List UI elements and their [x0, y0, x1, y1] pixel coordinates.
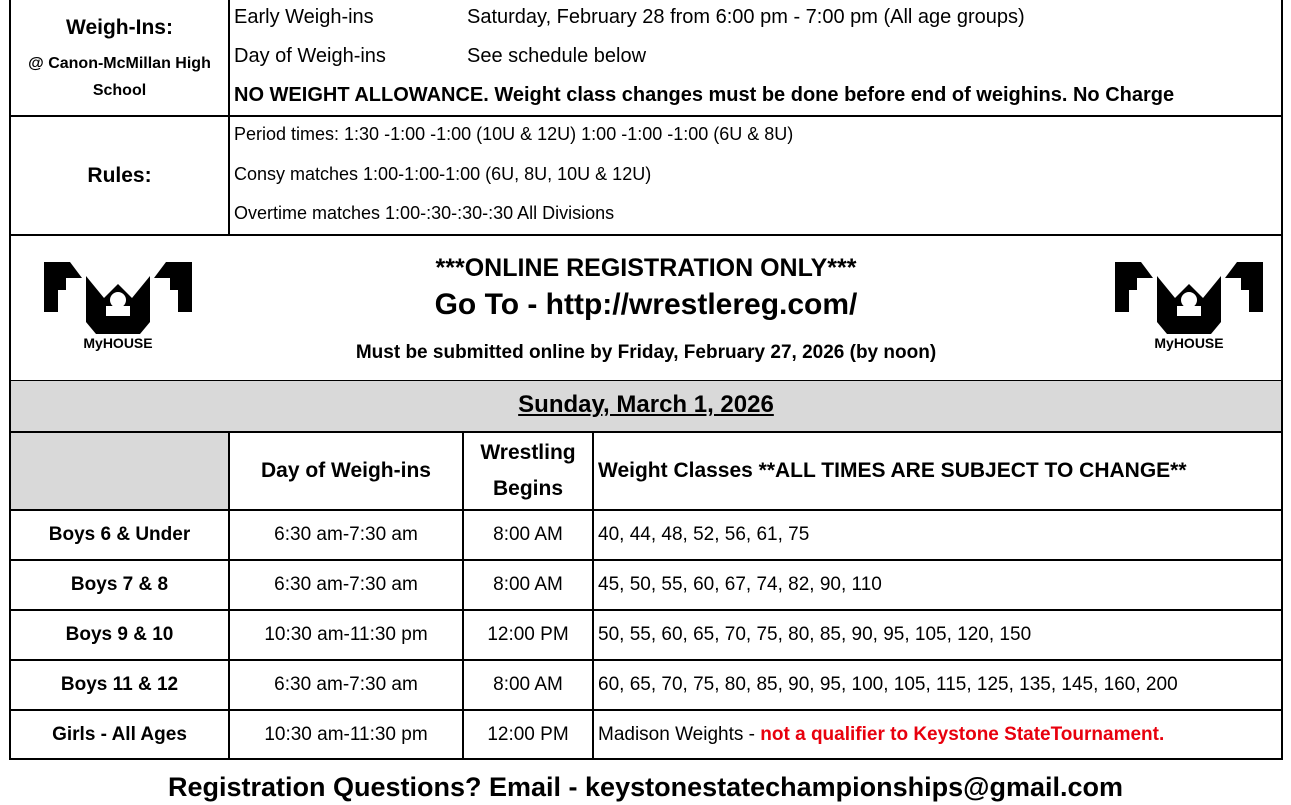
division-cell: Girls - All Ages [52, 723, 187, 745]
weighin-time-cell: 6:30 am-7:30 am [274, 524, 418, 545]
weight-classes-cell [594, 711, 1281, 758]
weight-classes-cell [594, 661, 1281, 709]
rules-heading: Rules: [87, 164, 152, 187]
myhouse-logo-right [1115, 262, 1263, 352]
header-wrestling-begins [464, 433, 592, 509]
event-date: Sunday, March 1, 2026 [518, 391, 774, 418]
weight-classes-cell [594, 561, 1281, 609]
weight-classes-cell [594, 611, 1281, 659]
weight-classes-cell [594, 511, 1281, 559]
begins-time-cell: 8:00 AM [493, 674, 563, 695]
division-cell: Boys 9 & 10 [65, 624, 174, 645]
online-registration-headline: ***ONLINE REGISTRATION ONLY*** [435, 254, 857, 282]
weighin-time-cell: 10:30 am-11:30 pm [264, 624, 428, 645]
registration-questions-footer: Registration Questions? Email - keystonestatechampionships@gmail.com [167, 772, 1124, 802]
division-cell: Boys 7 & 8 [70, 574, 169, 595]
weighins-location: @ Canon-McMillan High School [28, 55, 211, 99]
begins-time-cell: 8:00 AM [493, 574, 563, 595]
weight-classes-text: 40, 44, 48, 52, 56, 61, 75 [598, 524, 810, 545]
weighin-time-cell: 6:30 am-7:30 am [274, 674, 418, 695]
header-begins-line: Begins [492, 477, 563, 500]
registration-deadline: Must be submitted online by Friday, February 27, 2026 (by noon) [355, 342, 937, 363]
begins-time-cell: 12:00 PM [487, 624, 569, 645]
myhouse-logo-left [44, 262, 192, 352]
header-blank-cell [11, 433, 228, 509]
rule-overtime-matches: Overtime matches 1:00-:30-:30-:30 All Divisions [234, 203, 615, 223]
weight-allowance-note: NO WEIGHT ALLOWANCE. Weight class changes must be done before end of weighins. No Charge [234, 84, 1175, 106]
early-weighins-value: Saturday, February 28 from 6:00 pm - 7:00 pm (All age groups) [467, 6, 1025, 28]
rule-consy-matches: Consy matches 1:00-1:00-1:00 (6U, 8U, 10U & 12U) [234, 164, 652, 184]
svg-text:MyHOUSE: MyHOUSE [83, 335, 153, 351]
day-weighins-label: Day of Weigh-ins [234, 45, 386, 67]
myhouse-logo-icon [1115, 262, 1263, 352]
begins-time-cell: 8:00 AM [493, 524, 563, 545]
division-cell: Boys 6 & Under [48, 524, 191, 545]
early-weighins-label: Early Weigh-ins [234, 6, 374, 28]
weight-classes-text: 45, 50, 55, 60, 67, 74, 82, 90, 110 [598, 574, 882, 595]
qualifier-note: not a qualifier to Keystone StateTournament. [760, 723, 1165, 745]
rule-period-times: Period times: 1:30 -1:00 -1:00 (10U & 12U) 1:00 -1:00 -1:00 (6U & 8U) [234, 124, 794, 144]
header-weight-classes: Weight Classes **ALL TIMES ARE SUBJECT TO CHANGE** [598, 459, 1187, 482]
weighin-time-cell: 10:30 am-11:30 pm [264, 723, 428, 745]
division-cell: Boys 11 & 12 [60, 674, 179, 695]
header-wrestling-line: Wrestling [480, 441, 576, 464]
weight-classes-text: Madison Weights - [598, 723, 761, 745]
registration-link[interactable]: Go To - http://wrestlereg.com/ [434, 288, 858, 321]
weight-classes-text: 50, 55, 60, 65, 70, 75, 80, 85, 90, 95, 105, 120, 150 [598, 624, 1032, 645]
begins-time-cell: 12:00 PM [487, 723, 569, 745]
myhouse-logo-icon [44, 262, 192, 352]
weight-classes-text: 60, 65, 70, 75, 80, 85, 90, 95, 100, 105, 115, 125, 135, 145, 160, 200 [598, 674, 1178, 695]
svg-text:MyHOUSE: MyHOUSE [1154, 335, 1224, 351]
weighin-time-cell: 6:30 am-7:30 am [274, 574, 418, 595]
weighins-heading: Weigh-Ins: [66, 16, 173, 39]
header-day-of-weighins: Day of Weigh-ins [261, 459, 431, 482]
day-weighins-value: See schedule below [467, 45, 647, 67]
